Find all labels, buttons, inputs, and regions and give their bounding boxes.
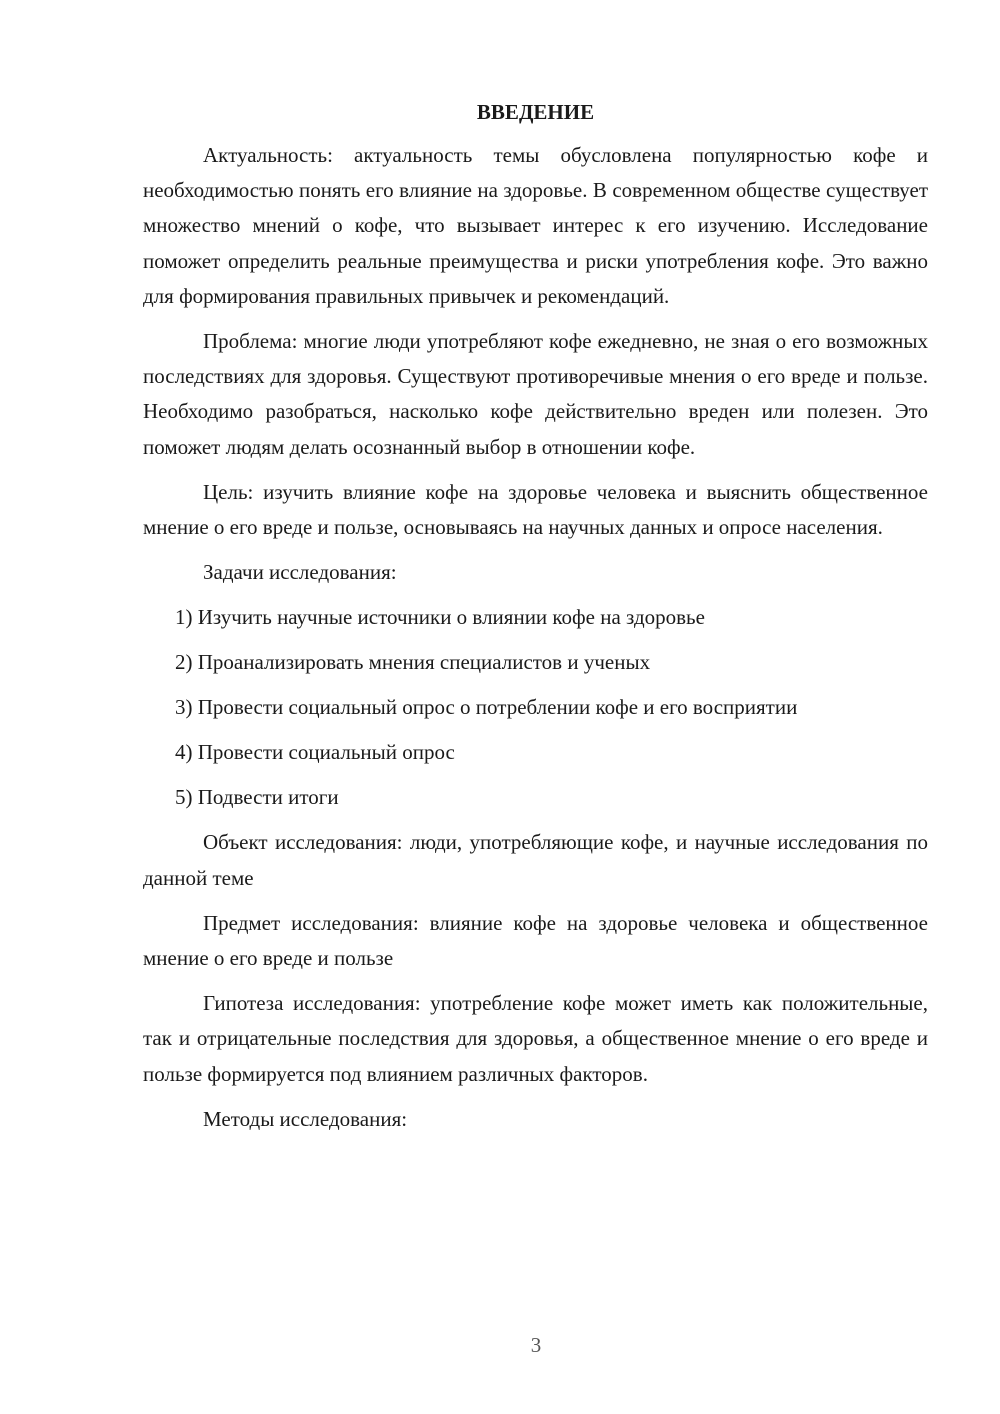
task-item: 5) Подвести итоги: [175, 785, 339, 810]
paragraph-hypothesis: Гипотеза исследования: употребление кофе может иметь как положительные, так и отрицательные последствия для здоровья, а общественное мнение о его вреде и пользе формируется под влиянием различных факторов.: [143, 991, 928, 1086]
paragraph-methods-heading: Методы исследования:: [203, 1106, 408, 1131]
page-number: 3: [530, 1333, 542, 1357]
task-item: 1) Изучить научные источники о влиянии кофе на здоровье: [175, 605, 705, 630]
task-item: 2) Проанализировать мнения специалистов и ученых: [175, 650, 651, 675]
paragraph-problem: Проблема: многие люди употребляют кофе ежедневно, не зная о его возможных последствиях для здоровья. Существуют противоречивые мнения о его вреде и пользе. Необходимо разобраться, насколько кофе действительно вреден или полезен. Это поможет людям делать осознанный выбор в отношении кофе.: [143, 329, 928, 459]
task-item: 4) Провести социальный опрос: [175, 740, 455, 765]
task-item: 3) Провести социальный опрос о потреблении кофе и его восприятии: [175, 695, 798, 720]
paragraph-subject: Предмет исследования: влияние кофе на здоровье человека и общественное мнение о его вреде и пользе: [143, 910, 928, 971]
paragraph-relevance: Актуальность: актуальность темы обусловлена популярностью кофе и необходимостью понять его влияние на здоровье. В современном обществе существует множество мнений о кофе, что вызывает интерес к его изучению. Исследование поможет определить реальные преимущества и риски употребления кофе. Это важно для формирования правильных привычек и рекомендаций.: [143, 143, 928, 308]
page-title: ВВЕДЕНИЕ: [476, 100, 595, 124]
paragraph-tasks-heading: Задачи исследования:: [203, 560, 397, 585]
document-page: [143, 95, 928, 1137]
paragraph-goal: Цель: изучить влияние кофе на здоровье человека и выяснить общественное мнение о его вреде и пользе, основываясь на научных данных и опросе населения.: [143, 479, 928, 540]
paragraph-object: Объект исследования: люди, употребляющие кофе, и научные исследования по данной теме: [143, 830, 928, 890]
